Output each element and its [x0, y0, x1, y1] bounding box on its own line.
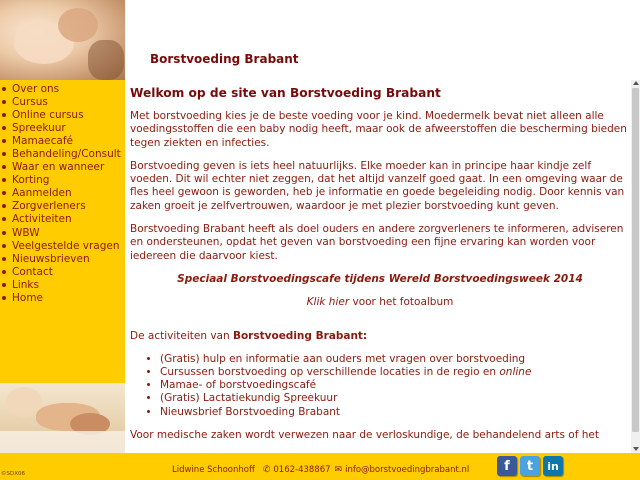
contact-info — [172, 465, 469, 475]
special-announcement: Speciaal Borstvoedingscafe tijdens Wereld Borstvoedingsweek 2014 — [177, 272, 583, 285]
bullet-icon — [2, 191, 6, 195]
activities-list — [130, 353, 630, 419]
nav-item-veelgestelde-vragen[interactable]: Veelgestelde vragen — [0, 239, 125, 252]
nav-item-home[interactable]: Home — [0, 292, 125, 305]
goal-paragraph: Borstvoeding Brabant heeft als doel ouders en andere zorgverleners te informeren, adviseren en ondersteunen, opdat het geven van borstvoeding een fijne ervaring kan worden voor iedereen die daarvoor kiest. — [130, 223, 624, 262]
online-link[interactable]: online — [499, 366, 532, 379]
bullet-icon — [2, 270, 6, 274]
bullet-icon — [2, 296, 6, 300]
main-navigation — [0, 80, 125, 305]
bullet-icon — [2, 257, 6, 261]
nav-item-online-cursus[interactable]: Online cursus — [0, 108, 125, 121]
phone-icon: ✆ — [262, 465, 271, 475]
bullet-icon — [2, 139, 6, 143]
activities-intro: De activiteiten van Borstvoeding Brabant: — [130, 329, 368, 342]
photo-album-line: Klik hier voor het fotoalbum — [306, 296, 454, 309]
medical-paragraph: Voor medische zaken wordt verwezen naar de verloskundige, de behandelend arts of het — [130, 428, 599, 441]
bullet-icon — [2, 244, 6, 248]
nav-item-zorgverleners[interactable]: Zorgverleners — [0, 200, 125, 213]
content-scrollbar[interactable] — [631, 80, 640, 453]
twitter-icon[interactable]: t — [520, 456, 540, 476]
bullet-icon — [2, 87, 6, 91]
natural-paragraph: Borstvoeding geven is iets heel natuurlijks. Elke moeder kan in principe haar kindje zelf voeden. Dit wil echter niet zeggen, dat het altijd vanzelf goed gaat. In een omgeving waar de fles heel gewoon is geworden, heb je informatie en goede begeleiding nodig. Door kennis van zaken groeit je zelfvertrouwen, waardoor je met plezier borstvoeding kunt geven. — [130, 159, 625, 212]
nav-item-korting[interactable]: Korting — [0, 174, 125, 187]
facebook-icon[interactable]: f — [497, 456, 517, 476]
scrollbar-thumb[interactable] — [632, 88, 639, 432]
contact-phone: 0162-438867 — [273, 465, 331, 475]
header-photo — [0, 0, 125, 80]
list-item: • (Gratis) hulp en informatie aan ouders met vragen over borstvoeding — [160, 353, 630, 366]
photo-album-link[interactable]: Klik hier — [306, 296, 350, 309]
contact-email[interactable]: info@borstvoedingbrabant.nl — [345, 465, 470, 475]
nav-item-waar-en-wanneer[interactable]: Waar en wanneer — [0, 161, 125, 174]
sidebar — [0, 80, 125, 383]
bullet-icon — [2, 204, 6, 208]
nav-item-cursus[interactable]: Cursus — [0, 95, 125, 108]
nav-item-nieuwsbrieven[interactable]: Nieuwsbrieven — [0, 252, 125, 265]
bullet-icon — [2, 178, 6, 182]
main-content — [125, 80, 631, 453]
nav-item-aanmelden[interactable]: Aanmelden — [0, 187, 125, 200]
nav-item-links[interactable]: Links — [0, 278, 125, 291]
bullet-icon — [2, 283, 6, 287]
bullet-icon — [2, 126, 6, 130]
bullet-icon — [2, 113, 6, 117]
page-heading: Welkom op de site van Borstvoeding Brabant — [130, 86, 441, 100]
bullet-icon — [2, 100, 6, 104]
list-item: • Nieuwsbrief Borstvoeding Brabant — [160, 406, 630, 419]
contact-name: Lidwine Schoonhoff — [172, 465, 255, 475]
scroll-down-icon[interactable] — [633, 447, 639, 451]
linkedin-icon[interactable]: in — [543, 456, 563, 476]
envelope-icon: ✉ — [334, 465, 343, 475]
scroll-up-icon[interactable] — [633, 81, 639, 85]
nav-item-behandeling-consult[interactable]: Behandeling/Consult — [0, 147, 125, 160]
nav-item-activiteiten[interactable]: Activiteiten — [0, 213, 125, 226]
nav-item-over-ons[interactable]: Over ons — [0, 82, 125, 95]
nav-item-contact[interactable]: Contact — [0, 265, 125, 278]
footer — [0, 453, 640, 480]
bullet-icon — [2, 152, 6, 156]
site-title: Borstvoeding Brabant — [150, 52, 299, 66]
list-item: • Cursussen borstvoeding op verschillende locaties in de regio en online — [160, 366, 630, 379]
bullet-icon — [2, 165, 6, 169]
copyright: ©SDX06 — [1, 471, 25, 477]
bullet-icon — [2, 231, 6, 235]
nav-item-wbw[interactable]: WBW — [0, 226, 125, 239]
list-item: • Mamae- of borstvoedingscafé — [160, 379, 630, 392]
nav-item-mamaecafe[interactable]: Mamaecafé — [0, 134, 125, 147]
intro-paragraph: Met borstvoeding kies je de beste voeding voor je kind. Moedermelk bevat niet alleen alle voedingsstoffen die een baby nodig heeft, maar ook de afweerstoffen die bescherming bieden tegen ziekten en infecties. — [130, 110, 627, 149]
list-item: • (Gratis) Lactatiekundig Spreekuur — [160, 392, 630, 405]
nav-item-spreekuur[interactable]: Spreekuur — [0, 121, 125, 134]
sidebar-photo — [0, 383, 125, 463]
bullet-icon — [2, 217, 6, 221]
